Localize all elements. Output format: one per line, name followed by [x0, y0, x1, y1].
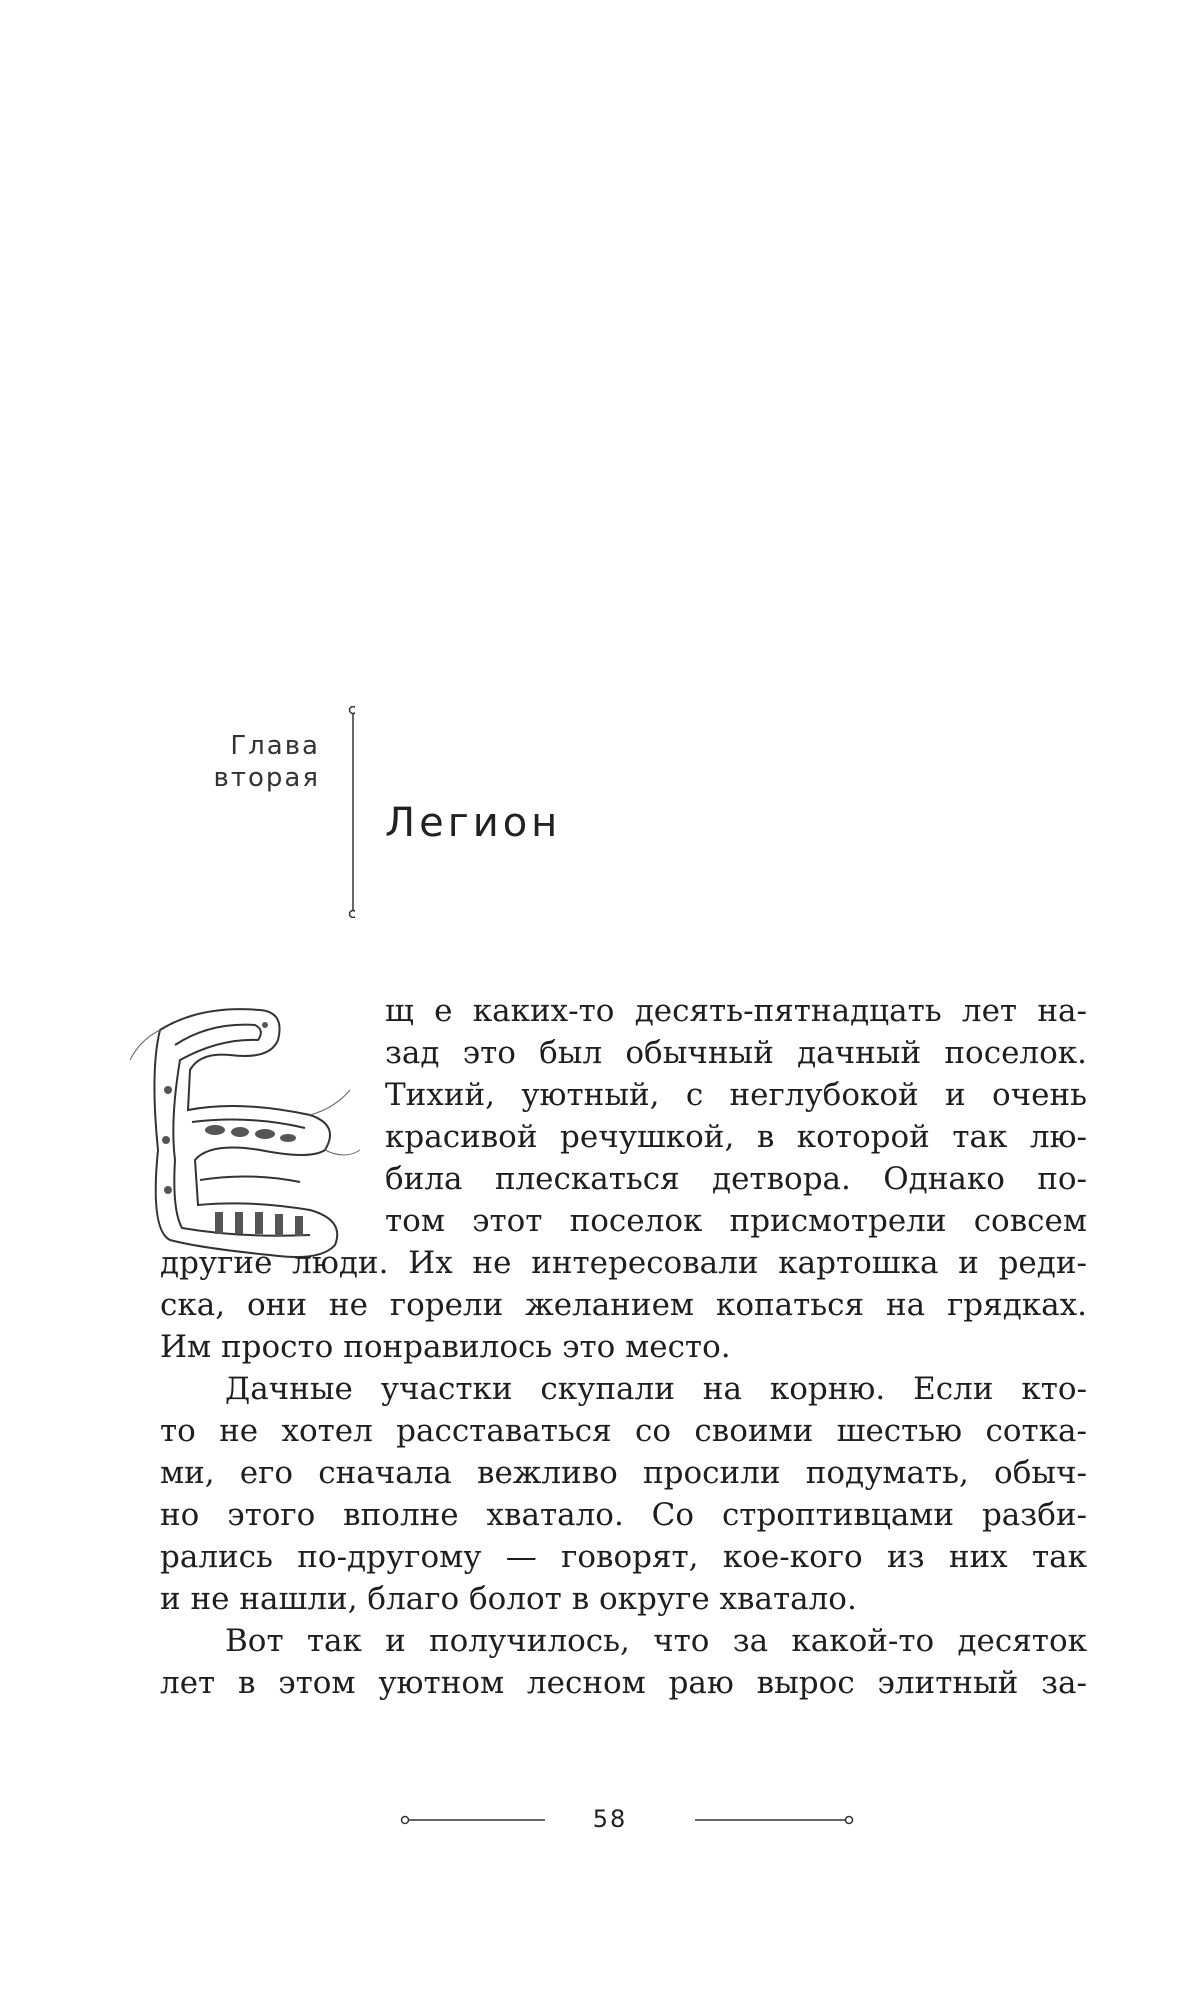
text-line: ми, его сначала вежливо просили подумать, обыч-: [160, 1455, 1087, 1491]
chapter-label: [120, 730, 320, 794]
chapter-divider: [345, 706, 355, 918]
text-line: щ е каких-то десять-пятнадцать лет на-: [385, 993, 1087, 1029]
text-line: и не нашли, благо болот в округе хватало.: [160, 1581, 857, 1617]
text-line: Дачные участки скупали на корню. Если кто-: [225, 1371, 1087, 1407]
text-line: лет в этом уютном лесном раю вырос элитный за-: [160, 1665, 1087, 1701]
text-line: Тихий, уютный, с неглубокой и очень: [385, 1077, 1087, 1113]
dropcap-illustration: [120, 1000, 380, 1270]
text-line: том этот поселок присмотрели совсем: [385, 1203, 1087, 1239]
text-line: то не хотел расставаться со своими шестью сотка-: [160, 1413, 1087, 1449]
text-line: ска, они не горели желанием копаться на грядках.: [160, 1287, 1087, 1323]
chapter-label-line1: Глава: [230, 731, 320, 761]
page-number: 58: [592, 1805, 628, 1833]
text-line: другие люди. Их не интересовали картошка и реди-: [160, 1245, 1087, 1281]
chapter-label-line2: вторая: [213, 763, 320, 793]
text-line: красивой речушкой, в которой так лю-: [385, 1119, 1087, 1155]
text-line: Вот так и получилось, что за какой-то десяток: [225, 1623, 1087, 1659]
text-line: Им просто понравилось это место.: [160, 1329, 731, 1365]
text-line: била плескаться детвора. Однако по-: [385, 1161, 1087, 1197]
chapter-title: Легион: [385, 800, 562, 846]
text-line: но этого вполне хватало. Со строптивцами разби-: [160, 1497, 1087, 1533]
text-line: зад это был обычный дачный поселок.: [385, 1035, 1087, 1071]
text-line: рались по-другому — говорят, кое-кого из них так: [160, 1539, 1087, 1575]
